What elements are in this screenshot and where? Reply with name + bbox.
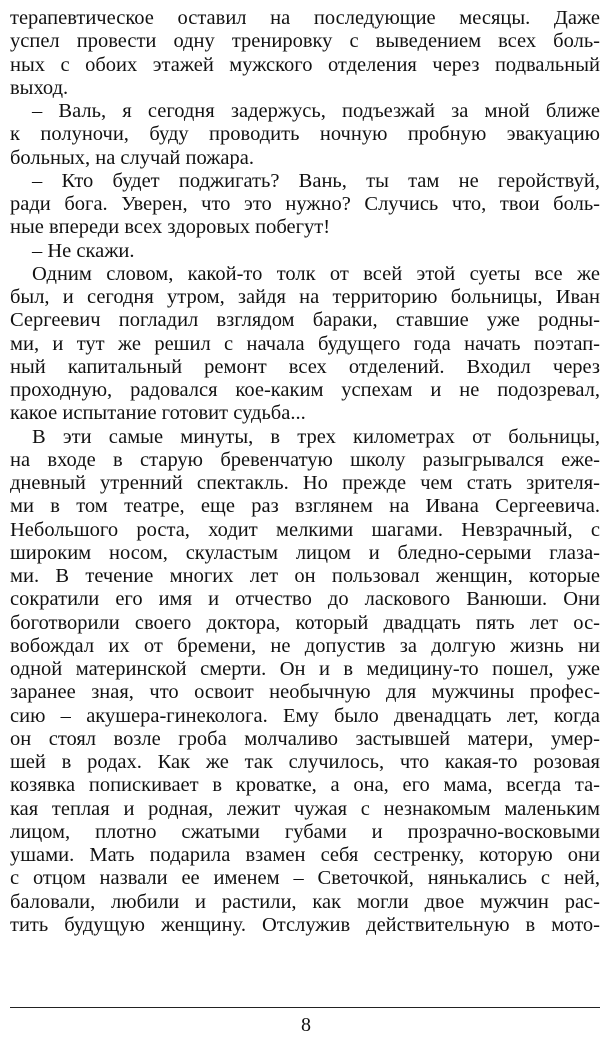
text-line: широким носом, скуластым лицом и бледно-серыми глаза-: [10, 541, 600, 564]
text-line: он стоял возле гроба молчаливо застывшей матери, умер-: [10, 727, 600, 750]
text-line: к полуночи, буду проводить ночную пробную эвакуацию: [10, 123, 600, 146]
dialogue-line: – Не скажи.: [32, 239, 135, 262]
text-line: сократили его имя и отчество до ласкового Ванюши. Они: [10, 588, 600, 611]
text-line: ных с обоих этажей мужского отделения через подвальный: [10, 53, 600, 76]
text-line: проходную, радовался кое-каким успехам и не подозревал,: [10, 379, 600, 401]
text-line: ми, и тут же решил с начала будущего года начать поэтап-: [10, 332, 600, 355]
page-number: 8: [301, 1014, 311, 1036]
text-line: на входе в старую бревенчатую школу разыгрывался еже-: [10, 448, 600, 471]
body-text: [10, 7, 600, 937]
text-line: баловали, любили и растили, как могли двое мужчин рас-: [10, 890, 600, 913]
dialogue-line: – Валь, я сегодня задержусь, подъезжай за мной ближе: [32, 100, 600, 122]
text-line: сию – акушера-гинеколога. Ему было двенадцать лет, когда: [10, 704, 600, 727]
dialogue-line: – Кто будет поджигать? Вань, ты там не геройствуй,: [32, 169, 600, 192]
text-line: ми. В течение многих лет он пользовал женщин, которые: [10, 565, 600, 587]
text-line: какое испытание готовит судьба...: [10, 402, 306, 425]
text-line: шей в родах. Как же так случилось, что какая-то розовая: [10, 751, 600, 773]
text-line: с отцом назвали ее именем – Светочкой, нянькались с ней,: [10, 867, 600, 890]
text-line: успел провести одну тренировку с выведением всех боль-: [10, 30, 600, 53]
paragraph-start-line: Одним словом, какой-то толк от всей этой суеты все же: [32, 262, 600, 285]
text-line: был, и сегодня утром, зайдя на территорию больницы, Иван: [10, 286, 600, 308]
text-line: ради бога. Уверен, что это нужно? Случись что, твои боль-: [10, 193, 600, 215]
text-line: выход.: [10, 76, 69, 99]
text-line: вобождал их от бремени, не допустив за долгую жизнь ни: [10, 634, 600, 657]
text-line: кая теплая и родная, лежит чужая с незнакомым маленьким: [10, 797, 600, 820]
text-line: ми в том театре, еще раз взглянем на Ивана Сергеевича.: [10, 495, 600, 518]
text-line: ный капитальный ремонт всех отделений. Входил через: [10, 355, 600, 378]
paragraph-start-line: В эти самые минуты, в трех километрах от больницы,: [32, 425, 600, 448]
text-line: козявка попискивает в кроватке, а она, его мама, всегда та-: [10, 774, 600, 797]
text-line: больных, на случай пожара.: [10, 146, 254, 169]
text-line: Сергеевич погладил взглядом бараки, ставшие уже родны-: [10, 309, 600, 332]
text-line: Небольшого роста, ходит мелкими шагами. Невзрачный, с: [10, 518, 600, 541]
text-line: тить будущую женщину. Отслужив действительную в мото-: [10, 913, 600, 936]
text-line: боготворили своего доктора, который двадцать пять лет ос-: [10, 611, 600, 634]
text-line: одной материнской смерти. Он и в медицину-то пошел, уже: [10, 658, 600, 680]
text-line: ные впереди всех здоровых побегут!: [10, 216, 331, 239]
text-line: лицом, плотно сжатыми губами и прозрачно-восковыми: [10, 820, 600, 843]
text-line: ушами. Мать подарила взамен себя сестренку, которую они: [10, 844, 600, 866]
text-line: терапевтическое оставил на последующие месяцы. Даже: [10, 7, 600, 29]
footer-divider: [10, 1007, 600, 1008]
text-line: дневный утренний спектакль. Но прежде чем стать зрителя-: [10, 472, 600, 494]
text-line: заранее зная, что освоит необычную для мужчины профес-: [10, 681, 600, 704]
